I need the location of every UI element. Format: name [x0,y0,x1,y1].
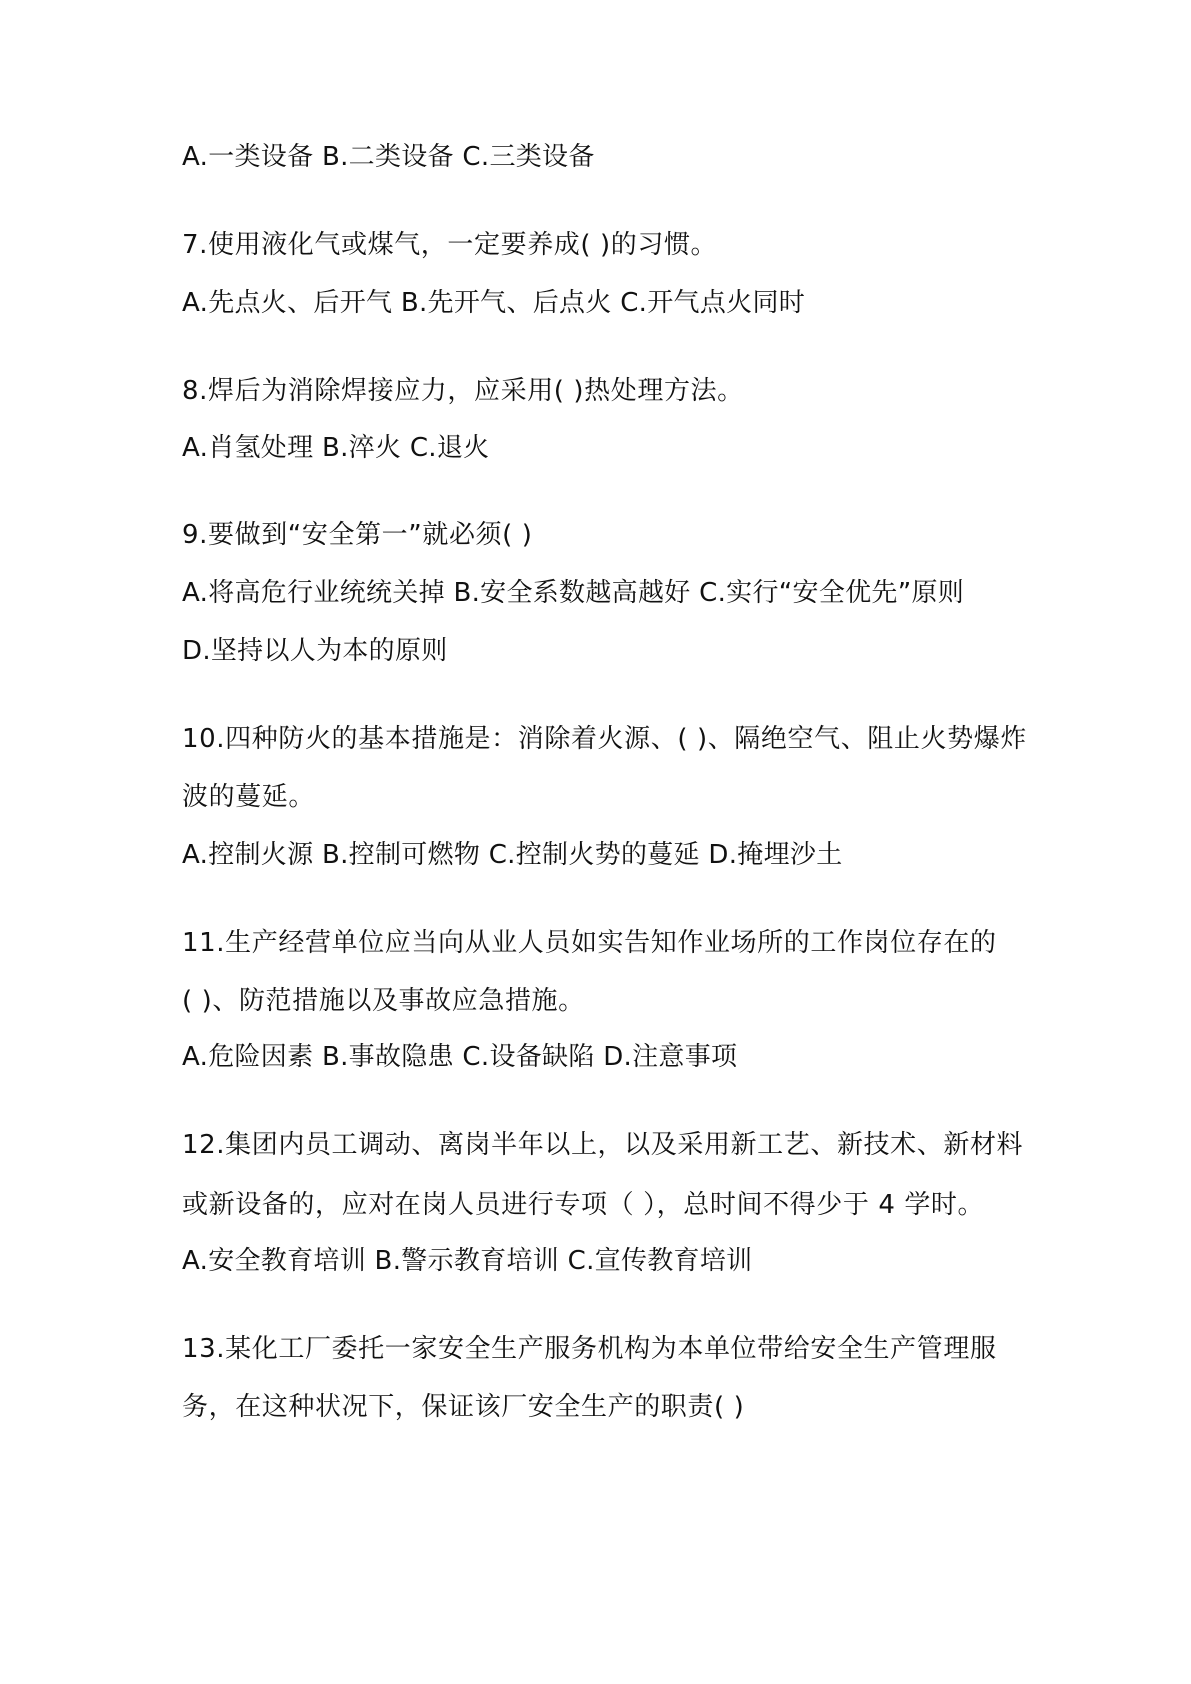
q13-question-line-2: 务，在这种状况下，保证该厂安全生产的职责( ) [182,1392,745,1422]
q11-question-line-1: 11.生产经营单位应当向从业人员如实告知作业场所的工作岗位存在的 [182,928,997,958]
q12-options: A.安全教育培训 B.警示教育培训 C.宣传教育培训 [182,1246,753,1276]
q7-options: A.先点火、后开气 B.先开气、后点火 C.开气点火同时 [182,288,806,318]
q12-question-line-2: 或新设备的，应对在岗人员进行专项（ ），总时间不得少于 4 学时。 [182,1190,985,1220]
q8-question: 8.焊后为消除焊接应力，应采用( )热处理方法。 [182,376,744,406]
q10-question-line-1: 10.四种防火的基本措施是：消除着火源、( )、隔绝空气、阻止火势爆炸 [182,724,1027,754]
q8-options: A.肖氢处理 B.淬火 C.退火 [182,433,490,463]
q10-options: A.控制火源 B.控制可燃物 C.控制火势的蔓延 D.掩埋沙土 [182,840,843,870]
q7-question: 7.使用液化气或煤气，一定要养成( )的习惯。 [182,230,718,260]
q6-options: A.一类设备 B.二类设备 C.三类设备 [182,142,595,172]
q9-question: 9.要做到“安全第一”就必须( ) [182,520,533,550]
q13-question-line-1: 13.某化工厂委托一家安全生产服务机构为本单位带给安全生产管理服 [182,1334,997,1364]
q10-question-line-2: 波的蔓延。 [182,782,316,812]
q9-options-line-1: A.将高危行业统统关掉 B.安全系数越高越好 C.实行“安全优先”原则 [182,578,965,608]
q12-question-line-1: 12.集团内员工调动、离岗半年以上，以及采用新工艺、新技术、新材料 [182,1130,1024,1160]
q9-options-line-2: D.坚持以人为本的原则 [182,636,448,666]
q11-question-line-2: ( )、防范措施以及事故应急措施。 [182,986,585,1016]
q11-options: A.危险因素 B.事故隐患 C.设备缺陷 D.注意事项 [182,1042,738,1072]
